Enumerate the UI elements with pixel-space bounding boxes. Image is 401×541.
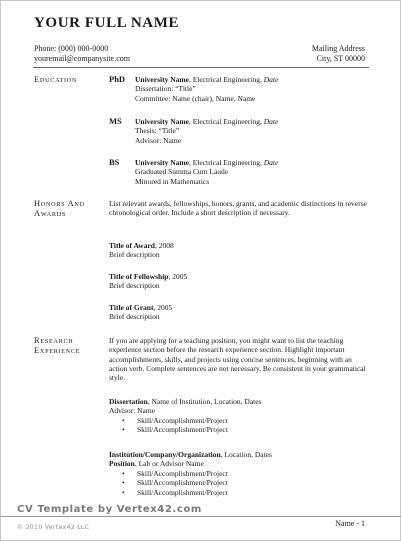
phone: Phone: (000) 000-0000: [34, 44, 109, 53]
honor-description: Brief description: [109, 312, 160, 322]
mailing-address-label: Mailing Address: [311, 44, 365, 53]
detail-line: Thesis: “Title”: [135, 126, 180, 136]
research-entry-dissertation: [109, 397, 371, 416]
honors-heading-line1: HONORS AND: [34, 198, 85, 208]
degree-bs: BS: [109, 157, 120, 167]
header-divider: [33, 67, 369, 68]
honors-heading-line2: AWARDS: [34, 208, 67, 218]
detail-line: Minored in Mathematics: [135, 176, 210, 186]
bullet-icon: •: [122, 425, 125, 435]
advisor: Advisor: Name: [109, 406, 156, 416]
degree-ms: MS: [109, 116, 122, 126]
detail-line: Committee: Name (chair), Name, Name: [135, 93, 256, 103]
full-name: YOUR FULL NAME: [34, 15, 180, 31]
copyright: © 2010 Vertex42 LLC: [17, 524, 90, 531]
honor-year: , 2005: [168, 272, 188, 281]
education-heading: EDUCATION: [34, 74, 78, 84]
date: Date: [263, 75, 279, 84]
honor-year: , 2008: [154, 241, 174, 250]
honor-title: Title of Fellowship: [109, 272, 169, 281]
honors-intro: List relevant awards, fellowships, honors, grants, and academic distinctions in reverse chronological order. Include a short description if necessary.: [109, 199, 367, 218]
research-heading-line2: EXPERIENCE: [34, 345, 81, 355]
date: Date: [263, 158, 279, 167]
list-item: • Skill/Accomplishment/Project: [122, 425, 228, 435]
degree-phd: PhD: [109, 74, 126, 84]
research-heading-line1: RESEARCH: [34, 335, 74, 345]
honor-year: , 2005: [153, 303, 173, 312]
list-item: • Skill/Accomplishment/Project: [122, 469, 228, 478]
school-name: University Name: [135, 75, 189, 84]
brand-watermark: CV Template by Vertex42.com: [17, 504, 202, 515]
entry-title: Dissertation: [109, 397, 148, 406]
contact-info: [34, 44, 130, 64]
mailing-address: [312, 44, 365, 64]
detail-line: Dissertation: “Title”: [135, 84, 196, 94]
bullet-icon: •: [122, 416, 125, 425]
honor-title: Title of Award: [109, 241, 155, 250]
honor-item: [109, 272, 371, 291]
education-entry-phd: [135, 75, 375, 103]
page-number: Name - 1: [335, 519, 365, 528]
field: , Electrical Engineering,: [188, 158, 264, 167]
entry-details: , Name of Institution, Location, Dates: [147, 397, 262, 406]
city-state: City, ST 00000: [316, 54, 365, 63]
research-intro: If you are applying for a teaching position, you might want to list the teaching experience section before the research experience section. Highlight important accomplishments, skills, and projects using concise sentences, beginning with an action verb. Complete sentences are not necessary. Be consistent in your grammatical style.: [109, 336, 366, 383]
detail-line: Graduated Summa Cum Laude: [135, 167, 229, 177]
bullet-icon: •: [122, 478, 125, 488]
list-item: • Skill/Accomplishment/Project: [122, 416, 228, 425]
honor-item: [109, 303, 371, 322]
position-details: , Lab or Advisor Name: [134, 459, 204, 469]
section-heading-research: [34, 336, 80, 356]
list-item: • Skill/Accomplishment/Project: [122, 478, 228, 488]
entry-title: Institution/Company/Organization: [109, 450, 221, 459]
school-name: University Name: [135, 117, 189, 126]
education-entry-bs: [135, 158, 375, 186]
footer-divider: [1, 516, 401, 517]
honor-title: Title of Grant: [109, 303, 154, 312]
section-heading-honors: [34, 199, 85, 219]
entry-details: , Location, Dates: [220, 450, 272, 459]
field: , Electrical Engineering,: [188, 117, 264, 126]
honor-description: Brief description: [109, 250, 160, 260]
detail-line: Advisor: Name: [135, 135, 182, 145]
school-name: University Name: [135, 158, 189, 167]
bullet-icon: •: [122, 487, 125, 497]
field: , Electrical Engineering,: [188, 75, 264, 84]
bullet-icon: •: [122, 469, 125, 478]
honor-description: Brief description: [109, 281, 160, 291]
email: youremail@companysite.com: [34, 54, 131, 63]
education-entry-ms: [135, 117, 375, 145]
institution-bullets: [109, 469, 228, 497]
section-heading-education: [34, 75, 77, 85]
list-item: • Skill/Accomplishment/Project: [122, 487, 228, 497]
honor-item: [109, 241, 371, 260]
position-label: Position: [109, 459, 135, 469]
dissertation-bullets: [109, 416, 228, 435]
date: Date: [263, 117, 279, 126]
research-entry-institution: [109, 450, 371, 469]
